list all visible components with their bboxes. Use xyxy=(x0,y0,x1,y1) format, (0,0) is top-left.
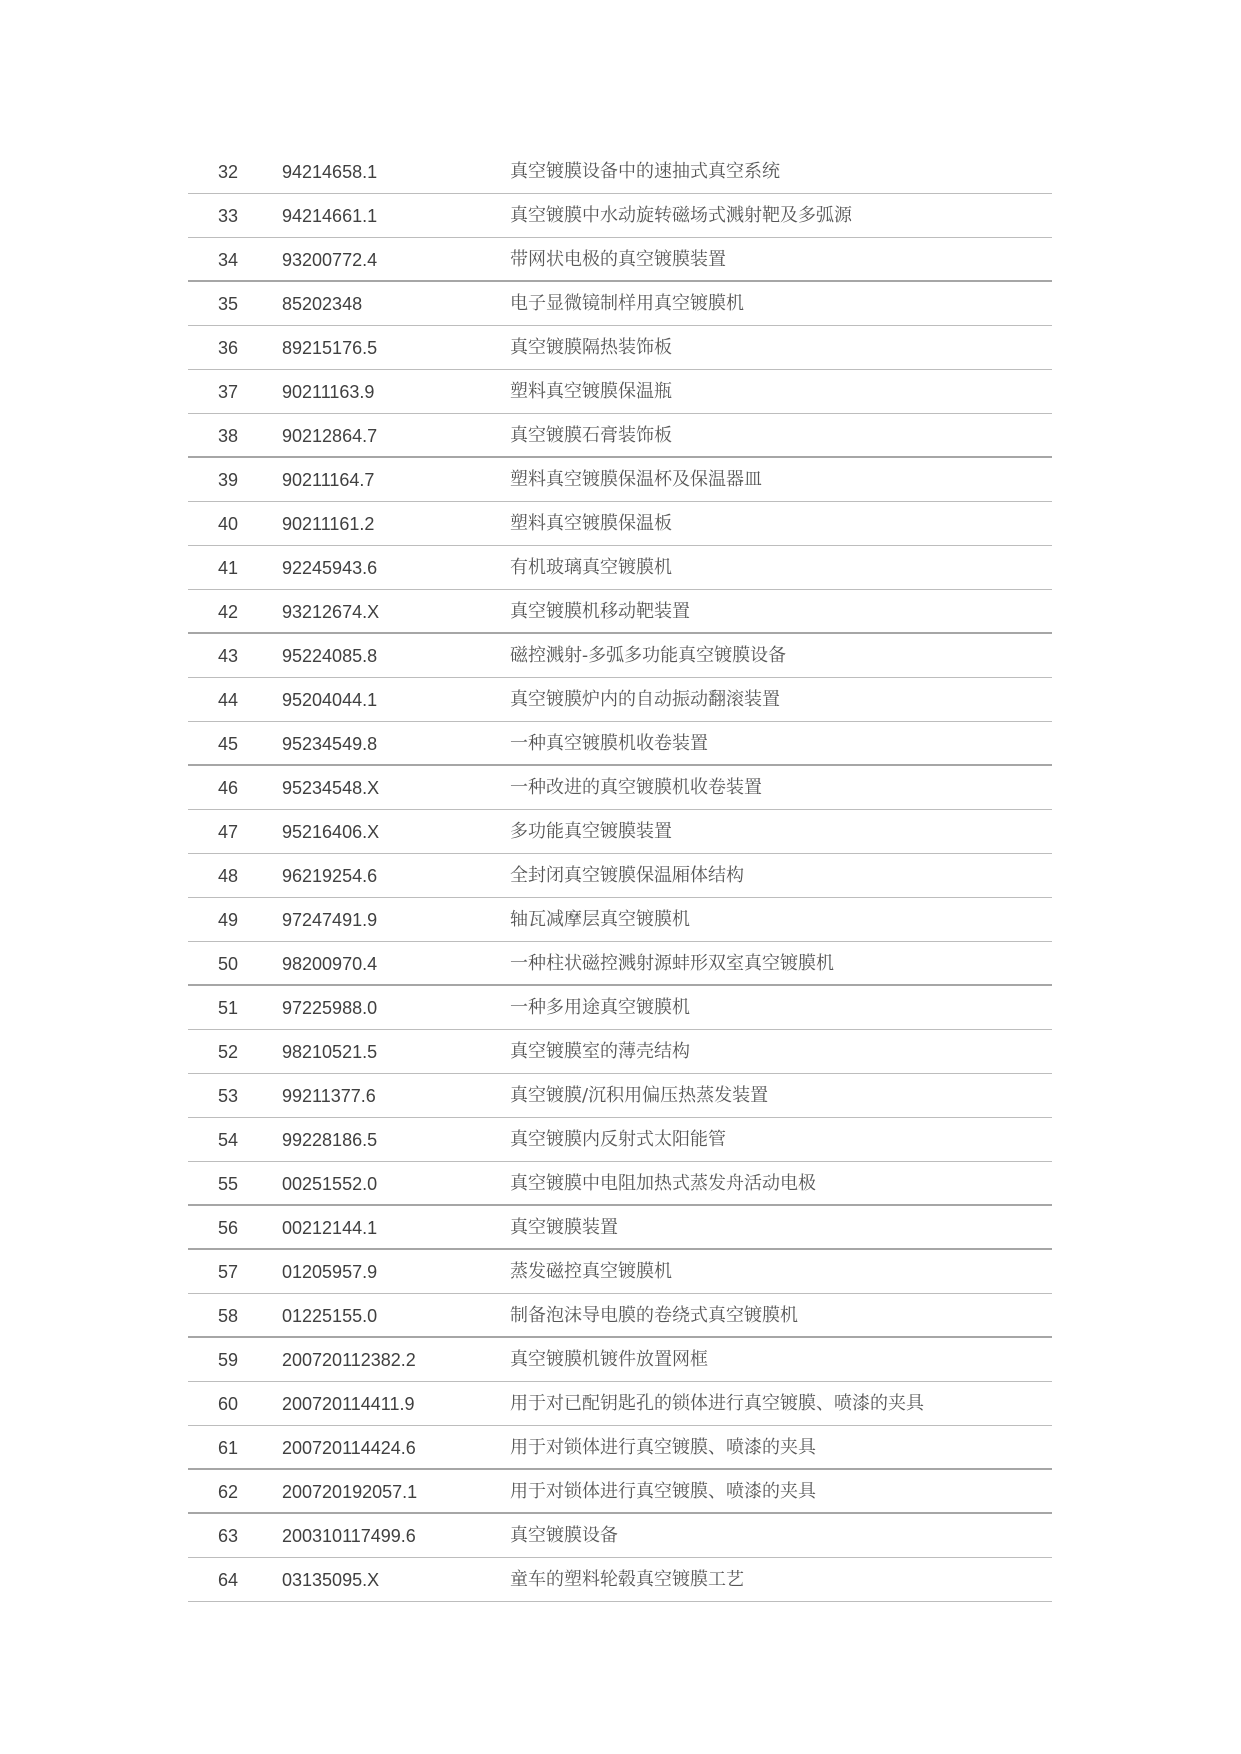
application-number: 94214661.1 xyxy=(282,206,378,226)
patent-title: 带网状电极的真空镀膜装置 xyxy=(510,249,726,270)
application-number: 97247491.9 xyxy=(282,910,378,930)
table-row xyxy=(188,150,1052,194)
table-row xyxy=(188,1206,1052,1250)
application-number: 90211163.9 xyxy=(282,382,375,402)
patent-title: 真空镀膜机移动靶装置 xyxy=(510,601,690,622)
table-row xyxy=(188,1250,1052,1294)
application-number: 00251552.0 xyxy=(282,1174,378,1194)
application-number: 99211377.6 xyxy=(282,1086,376,1106)
table-row xyxy=(188,370,1052,414)
table-row xyxy=(188,414,1052,458)
row-number: 48 xyxy=(218,866,239,886)
application-number: 93200772.4 xyxy=(282,250,378,270)
patent-title: 真空镀膜/沉积用偏压热蒸发装置 xyxy=(510,1085,769,1106)
application-number: 96219254.6 xyxy=(282,866,378,886)
row-number: 37 xyxy=(218,382,239,402)
patent-title: 童车的塑料轮毂真空镀膜工艺 xyxy=(510,1569,744,1590)
row-number: 50 xyxy=(218,954,239,974)
application-number: 95216406.X xyxy=(282,822,380,842)
row-number: 62 xyxy=(218,1482,239,1502)
patent-title: 全封闭真空镀膜保温厢体结构 xyxy=(510,865,744,886)
application-number: 90211161.2 xyxy=(282,514,375,534)
table-row xyxy=(188,766,1052,810)
patent-title: 一种柱状磁控溅射源蚌形双室真空镀膜机 xyxy=(510,953,834,974)
application-number: 200720114411.9 xyxy=(282,1394,415,1414)
patent-title: 塑料真空镀膜保温板 xyxy=(510,513,672,534)
application-number: 94214658.1 xyxy=(282,162,378,182)
row-number: 59 xyxy=(218,1350,239,1370)
application-number: 200310117499.6 xyxy=(282,1526,416,1546)
patent-title: 磁控溅射-多弧多功能真空镀膜设备 xyxy=(510,645,787,666)
row-number: 56 xyxy=(218,1218,239,1238)
table-row xyxy=(188,722,1052,766)
application-number: 95234549.8 xyxy=(282,734,378,754)
table-row xyxy=(188,1338,1052,1382)
table-row xyxy=(188,898,1052,942)
row-number: 43 xyxy=(218,646,239,666)
patent-title: 真空镀膜隔热装饰板 xyxy=(510,337,672,358)
table-row xyxy=(188,810,1052,854)
application-number: 95234548.X xyxy=(282,778,380,798)
patent-title: 用于对锁体进行真空镀膜、喷漆的夹具 xyxy=(510,1437,816,1458)
patent-title: 用于对锁体进行真空镀膜、喷漆的夹具 xyxy=(510,1481,816,1502)
row-number: 63 xyxy=(218,1526,239,1546)
application-number: 90212864.7 xyxy=(282,426,378,446)
row-number: 39 xyxy=(218,470,239,490)
table-row xyxy=(188,1382,1052,1426)
row-number: 47 xyxy=(218,822,239,842)
row-number: 46 xyxy=(218,778,239,798)
row-number: 52 xyxy=(218,1042,239,1062)
row-number: 45 xyxy=(218,734,239,754)
table-row xyxy=(188,1514,1052,1558)
application-number: 98200970.4 xyxy=(282,954,378,974)
row-number: 54 xyxy=(218,1130,239,1150)
table-row xyxy=(188,1294,1052,1338)
table-row xyxy=(188,1162,1052,1206)
row-number: 61 xyxy=(218,1438,239,1458)
patent-title: 一种真空镀膜机收卷装置 xyxy=(510,733,708,754)
application-number: 200720114424.6 xyxy=(282,1438,416,1458)
row-number: 60 xyxy=(218,1394,239,1414)
row-number: 42 xyxy=(218,602,239,622)
row-number: 57 xyxy=(218,1262,239,1282)
patent-title: 蒸发磁控真空镀膜机 xyxy=(510,1261,672,1282)
patent-title: 真空镀膜设备 xyxy=(510,1525,618,1546)
patent-title: 轴瓦减摩层真空镀膜机 xyxy=(510,909,690,930)
table-row xyxy=(188,1030,1052,1074)
patent-title: 真空镀膜机镀件放置网框 xyxy=(510,1349,708,1370)
row-number: 35 xyxy=(218,294,239,314)
patent-title: 真空镀膜室的薄壳结构 xyxy=(510,1041,690,1062)
patent-title: 用于对已配钥匙孔的锁体进行真空镀膜、喷漆的夹具 xyxy=(510,1393,924,1414)
row-number: 41 xyxy=(218,558,239,578)
row-number: 53 xyxy=(218,1086,239,1106)
application-number: 00212144.1 xyxy=(282,1218,378,1238)
table-row xyxy=(188,1074,1052,1118)
patent-table xyxy=(188,150,1052,1602)
application-number: 89215176.5 xyxy=(282,338,378,358)
table-row xyxy=(188,1470,1052,1514)
patent-title: 一种多用途真空镀膜机 xyxy=(510,997,690,1018)
application-number: 01225155.0 xyxy=(282,1306,378,1326)
row-number: 58 xyxy=(218,1306,239,1326)
application-number: 92245943.6 xyxy=(282,558,378,578)
patent-title: 真空镀膜中水动旋转磁场式溅射靶及多弧源 xyxy=(510,205,852,226)
application-number: 200720112382.2 xyxy=(282,1350,416,1370)
row-number: 49 xyxy=(218,910,239,930)
application-number: 97225988.0 xyxy=(282,998,378,1018)
application-number: 01205957.9 xyxy=(282,1262,378,1282)
patent-title: 真空镀膜内反射式太阳能管 xyxy=(510,1129,726,1150)
patent-title: 制备泡沫导电膜的卷绕式真空镀膜机 xyxy=(510,1305,798,1326)
table-row xyxy=(188,986,1052,1030)
patent-title: 多功能真空镀膜装置 xyxy=(510,821,672,842)
row-number: 36 xyxy=(218,338,239,358)
patent-title: 塑料真空镀膜保温瓶 xyxy=(510,381,672,402)
table-row xyxy=(188,194,1052,238)
table-row xyxy=(188,282,1052,326)
row-number: 34 xyxy=(218,250,239,270)
application-number: 90211164.7 xyxy=(282,470,375,490)
row-number: 44 xyxy=(218,690,239,710)
application-number: 98210521.5 xyxy=(282,1042,378,1062)
row-number: 33 xyxy=(218,206,239,226)
application-number: 03135095.X xyxy=(282,1570,380,1590)
table-row xyxy=(188,326,1052,370)
patent-title: 塑料真空镀膜保温杯及保温器皿 xyxy=(510,469,762,490)
table-row xyxy=(188,1426,1052,1470)
patent-title: 真空镀膜设备中的速抽式真空系统 xyxy=(510,161,780,182)
application-number: 85202348 xyxy=(282,294,363,314)
table-row xyxy=(188,942,1052,986)
table-row xyxy=(188,678,1052,722)
application-number: 99228186.5 xyxy=(282,1130,378,1150)
row-number: 40 xyxy=(218,514,239,534)
patent-title: 真空镀膜中电阻加热式蒸发舟活动电极 xyxy=(510,1173,816,1194)
row-number: 64 xyxy=(218,1570,239,1590)
row-number: 51 xyxy=(218,998,239,1018)
table-row xyxy=(188,590,1052,634)
application-number: 93212674.X xyxy=(282,602,380,622)
application-number: 95204044.1 xyxy=(282,690,378,710)
table-row xyxy=(188,1118,1052,1162)
table-row xyxy=(188,458,1052,502)
patent-title: 真空镀膜炉内的自动振动翻滚装置 xyxy=(510,689,780,710)
patent-title: 电子显微镜制样用真空镀膜机 xyxy=(510,293,744,314)
table-row xyxy=(188,502,1052,546)
patent-title: 真空镀膜石膏装饰板 xyxy=(510,425,672,446)
row-number: 55 xyxy=(218,1174,239,1194)
application-number: 200720192057.1 xyxy=(282,1482,418,1502)
patent-title: 有机玻璃真空镀膜机 xyxy=(510,557,672,578)
table-row xyxy=(188,634,1052,678)
row-number: 32 xyxy=(218,162,239,182)
table-row xyxy=(188,238,1052,282)
patent-title: 一种改进的真空镀膜机收卷装置 xyxy=(510,777,762,798)
table-row xyxy=(188,546,1052,590)
row-number: 38 xyxy=(218,426,239,446)
table-row xyxy=(188,854,1052,898)
application-number: 95224085.8 xyxy=(282,646,378,666)
patent-title: 真空镀膜装置 xyxy=(510,1217,618,1238)
table-row xyxy=(188,1558,1052,1602)
